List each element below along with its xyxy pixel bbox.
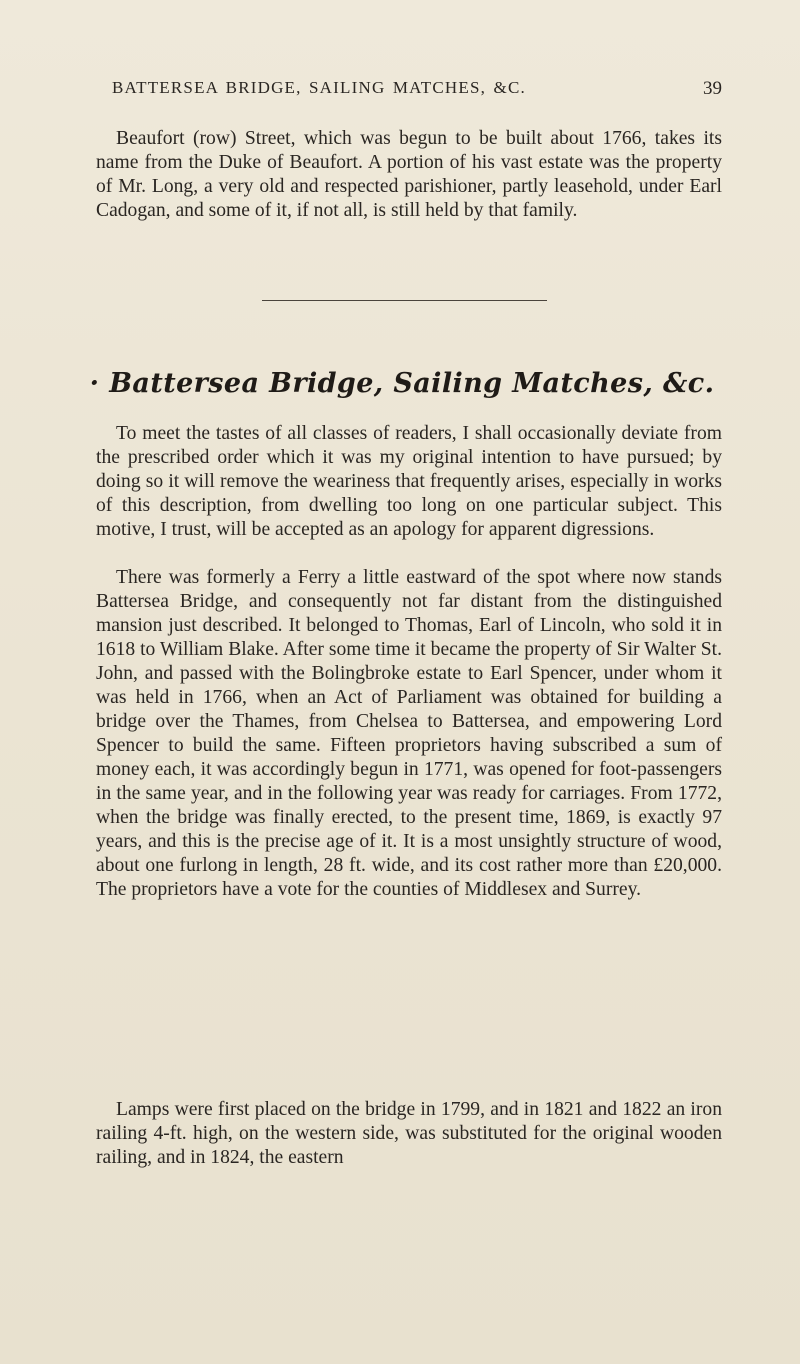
running-head: [112, 78, 722, 104]
paragraph-beaufort-street: Beaufort (row) Street, which was begun to be built about 1766, takes its name from the Duke of Beaufort. A portion of his vast estate was the property of Mr. Long, a very old and respected parishioner, partly leasehold, under Earl Cadogan, and some of it, if not all, is still held by that family.: [96, 128, 722, 221]
paragraph-digressions: To meet the tastes of all classes of readers, I shall occasionally deviate from the prescribed order which it was my original intention to have pursued; by doing so it will remove the weariness that frequently arises, especially in works of this description, from dwelling too long on one particular subject. This motive, I trust, will be accepted as an apology for apparent digressions.: [96, 423, 722, 540]
section-heading: · Battersea Bridge, Sailing Matches, &c.: [89, 368, 715, 399]
running-title: BATTERSEA BRIDGE, SAILING MATCHES, &C.: [112, 78, 526, 97]
paragraph-battersea-ferry: There was formerly a Ferry a little eastward of the spot where now stands Battersea Bridge, and consequently not far distant from the distinguished mansion just described. It belonged to Thomas, Earl of Lincoln, who sold it in 1618 to William Blake. After some time it became the property of Sir Walter St. John, and passed with the Bolingbroke estate to Earl Spencer, under whom it was held in 1766, when an Act of Parliament was obtained for building a bridge over the Thames, from Chelsea to Battersea, and empowering Lord Spencer to build the same. Fifteen proprietors having subscribed a sum of money each, it was accordingly begun in 1771, was opened for foot-passengers in the same year, and in the following year was ready for carriages. From 1772, when the bridge was finally erected, to the present time, 1869, is exactly 97 years, and this is the precise age of it. It is a most unsightly structure of wood, about one furlong in length, 28 ft. wide, and its cost rather more than £20,000. The proprietors have a vote for the counties of Middlesex and Surrey.: [96, 567, 722, 900]
paragraph-lamps-railing: Lamps were first placed on the bridge in 1799, and in 1821 and 1822 an iron railing 4-ft. high, on the western side, was substituted for the original wooden railing, and in 1824, the eastern: [96, 1099, 722, 1168]
section-divider: [262, 300, 547, 301]
page-number: 39: [703, 78, 722, 99]
